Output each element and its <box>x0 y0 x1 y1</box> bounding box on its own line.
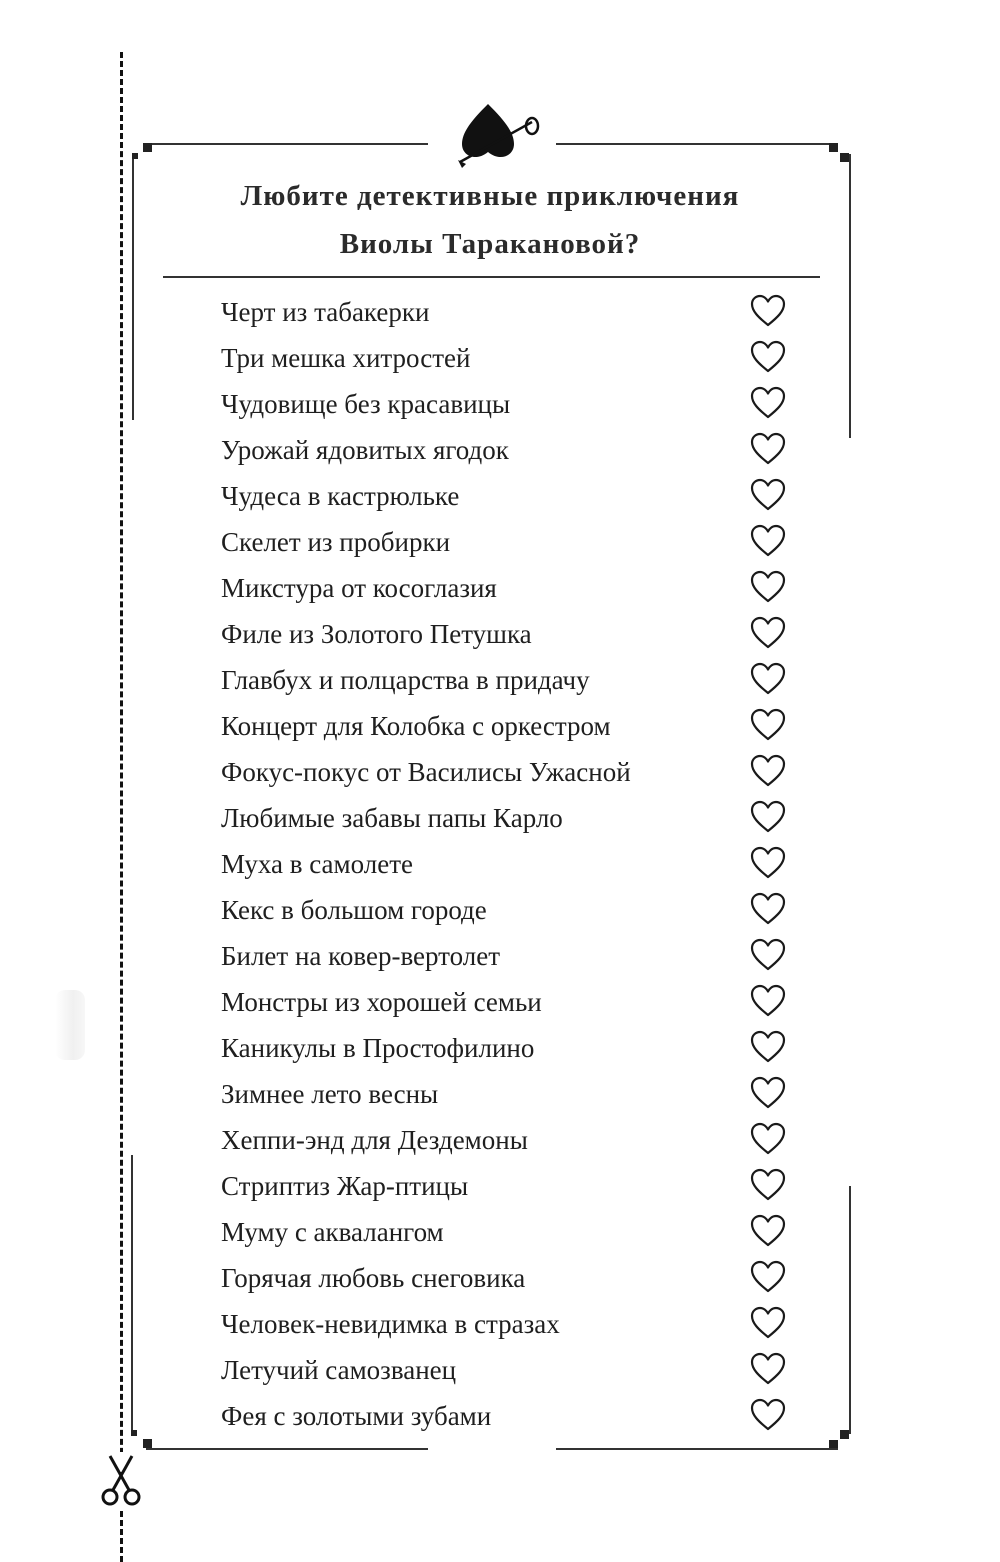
list-item <box>0 980 1000 1026</box>
heart-outline-icon[interactable] <box>750 938 786 972</box>
list-item <box>0 842 1000 888</box>
heart-outline-icon[interactable] <box>750 478 786 512</box>
heart-outline-icon[interactable] <box>750 1122 786 1156</box>
book-title: Человек-невидимка в стразах <box>221 1309 560 1339</box>
heart-outline-icon[interactable] <box>750 1168 786 1202</box>
book-title: Фея с золотыми зубами <box>221 1401 492 1431</box>
frame-corner <box>143 143 152 152</box>
heart-outline-icon[interactable] <box>750 294 786 328</box>
list-item <box>0 1256 1000 1302</box>
list-item <box>0 658 1000 704</box>
list-item <box>0 336 1000 382</box>
list-item <box>0 1302 1000 1348</box>
book-title: Фокус-покус от Василисы Ужасной <box>221 757 631 787</box>
book-title: Горячая любовь снеговика <box>221 1263 526 1293</box>
book-title: Любимые забавы папы Карло <box>221 803 563 833</box>
heart-outline-icon[interactable] <box>750 708 786 742</box>
book-title: Скелет из пробирки <box>221 527 451 557</box>
heart-outline-icon[interactable] <box>750 570 786 604</box>
list-item <box>0 934 1000 980</box>
list-item <box>0 704 1000 750</box>
book-title: Чудеса в кастрюльке <box>221 481 460 511</box>
title-divider <box>163 276 820 278</box>
book-title: Летучий самозванец <box>221 1355 457 1385</box>
heart-outline-icon[interactable] <box>750 386 786 420</box>
book-title: Стриптиз Жар-птицы <box>221 1171 469 1201</box>
heart-outline-icon[interactable] <box>750 984 786 1018</box>
list-item <box>0 1072 1000 1118</box>
heart-outline-icon[interactable] <box>750 846 786 880</box>
book-title: Билет на ковер-вертолет <box>221 941 501 971</box>
heart-outline-icon[interactable] <box>750 340 786 374</box>
list-item <box>0 290 1000 336</box>
heart-outline-icon[interactable] <box>750 1352 786 1386</box>
frame-top-right <box>556 143 838 145</box>
heart-outline-icon[interactable] <box>750 662 786 696</box>
heart-outline-icon[interactable] <box>750 1306 786 1340</box>
book-title: Кекс в большом городе <box>221 895 487 925</box>
book-list <box>0 290 1000 1440</box>
list-item <box>0 612 1000 658</box>
frame-corner <box>143 1439 152 1448</box>
frame-corner <box>829 143 838 152</box>
list-item <box>0 1118 1000 1164</box>
heart-outline-icon[interactable] <box>750 1398 786 1432</box>
heart-outline-icon[interactable] <box>750 1030 786 1064</box>
book-title: Главбух и полцарства в придачу <box>221 665 590 695</box>
book-title: Хеппи-энд для Дездемоны <box>221 1125 528 1155</box>
book-title: Филе из Золотого Петушка <box>221 619 532 649</box>
frame-bottom-left <box>146 1448 428 1450</box>
heart-outline-icon[interactable] <box>750 754 786 788</box>
book-title: Каникулы в Простофилино <box>221 1033 535 1063</box>
list-item <box>0 1026 1000 1072</box>
heart-with-safety-pin-icon <box>452 98 544 170</box>
heart-outline-icon[interactable] <box>750 524 786 558</box>
heart-outline-icon[interactable] <box>750 1260 786 1294</box>
title-line-1: Любите детективные приключения <box>240 180 740 212</box>
book-title: Муму с аквалангом <box>221 1217 444 1247</box>
title-line-2: Виолы Таракановой? <box>339 228 641 260</box>
frame-corner <box>132 153 138 159</box>
heart-outline-icon[interactable] <box>750 800 786 834</box>
list-item <box>0 428 1000 474</box>
list-item <box>0 750 1000 796</box>
heart-outline-icon[interactable] <box>750 892 786 926</box>
book-title: Муха в самолете <box>221 849 413 879</box>
frame-top-left <box>146 143 428 145</box>
scissors-icon <box>100 1452 142 1508</box>
book-title: Монстры из хорошей семьи <box>221 987 542 1017</box>
list-item <box>0 382 1000 428</box>
list-item <box>0 888 1000 934</box>
heart-outline-icon[interactable] <box>750 432 786 466</box>
book-title: Концерт для Колобка с оркестром <box>221 711 611 741</box>
heart-outline-icon[interactable] <box>750 1214 786 1248</box>
list-item <box>0 796 1000 842</box>
list-item <box>0 1210 1000 1256</box>
book-title: Черт из табакерки <box>221 297 430 327</box>
book-title: Зимнее лето весны <box>221 1079 439 1109</box>
book-title: Три мешка хитростей <box>221 343 471 373</box>
list-item <box>0 1164 1000 1210</box>
heart-outline-icon[interactable] <box>750 616 786 650</box>
heart-outline-icon[interactable] <box>750 1076 786 1110</box>
list-item <box>0 1394 1000 1440</box>
frame-bottom-right <box>556 1448 838 1450</box>
list-item <box>0 1348 1000 1394</box>
list-item <box>0 566 1000 612</box>
list-item <box>0 520 1000 566</box>
page-title <box>160 172 820 268</box>
frame-corner <box>840 153 849 162</box>
book-title: Урожай ядовитых ягодок <box>221 435 509 465</box>
book-title: Чудовище без красавицы <box>221 389 511 419</box>
list-item <box>0 474 1000 520</box>
book-title: Микстура от косоглазия <box>221 573 497 603</box>
